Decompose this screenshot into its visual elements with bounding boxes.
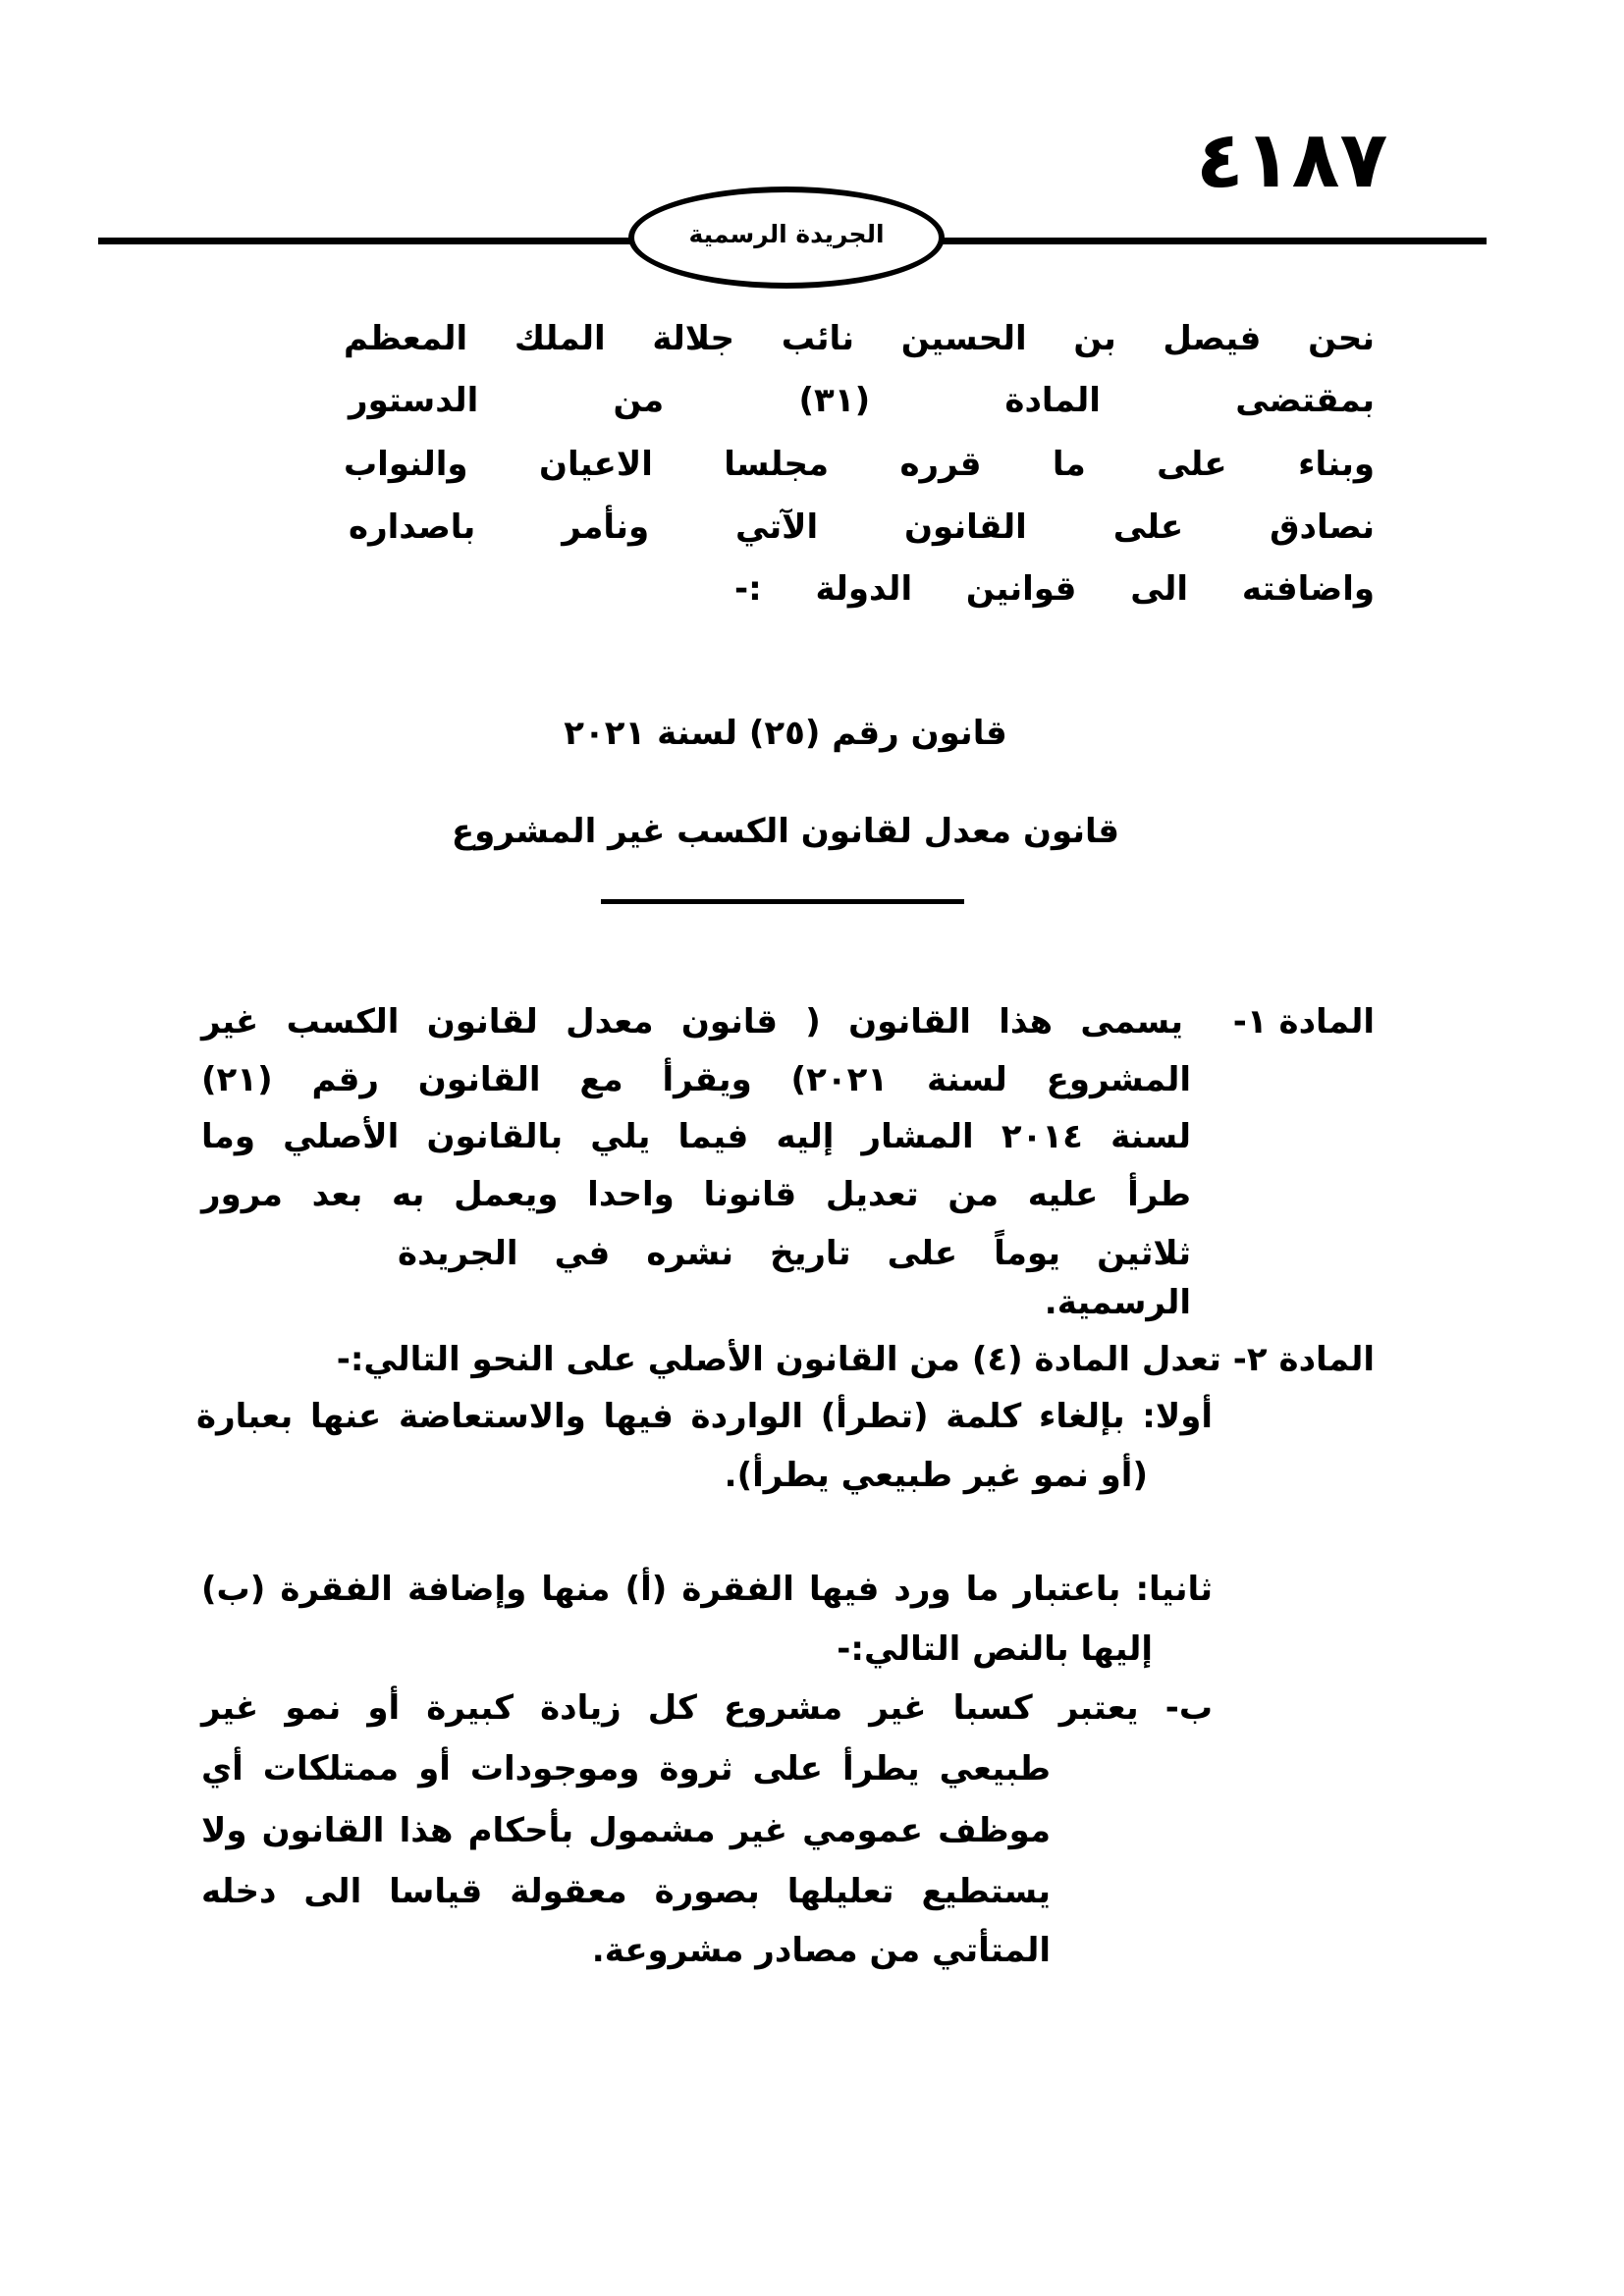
clause-b-line-3: موظف عمومي غير مشمول بأحكام هذا القانون ولا (201, 1811, 1051, 1850)
preamble-line-2: بمقتضى المادة (٣١) من الدستور (349, 381, 1376, 420)
article-2-first-line-1: أولا: بإلغاء كلمة (تطرأ) الواردة فيها والاستعاضة عنها بعبارة (196, 1397, 1213, 1436)
article-2-second-line-2: إليها بالنص التالي:- (837, 1629, 1153, 1669)
article-2-first-line-2: (أو نمو غير طبيعي يطرأ). (724, 1456, 1148, 1495)
header-rule-left (98, 238, 636, 244)
article-2-second-line-1: ثانيا: باعتبار ما ورد فيها الفقرة (أ) منها وإضافة الفقرة (ب) (201, 1570, 1213, 1609)
article-1-label: المادة ١- (1232, 1002, 1375, 1041)
article-2-heading: المادة ٢- تعدل المادة (٤) من القانون الأصلي على النحو التالي:- (336, 1340, 1375, 1379)
page-number: ٤١٨٧ (1196, 114, 1388, 205)
clause-b-line-5: المتأتي من مصادر مشروعة. (591, 1931, 1051, 1970)
preamble-line-3: وبناء على ما قرره مجلسا الاعيان والنواب (344, 445, 1375, 484)
article-1-line-5: ثلاثين يوماً على تاريخ نشره في الجريدة الرسمية. (398, 1234, 1191, 1322)
law-number-title: قانون رقم (٢٥) لسنة ٢٠٢١ (564, 714, 1007, 753)
article-1-line-3: لسنة ٢٠١٤ المشار إليه فيما يلي بالقانون الأصلي وما (201, 1117, 1191, 1156)
preamble-line-1: نحن فيصل بن الحسين نائب جلالة الملك المعظم (344, 319, 1375, 358)
article-1-line-4: طرأ عليه من تعديل قانونا واحدا ويعمل به بعد مرور (201, 1175, 1191, 1214)
law-name-title: قانون معدل لقانون الكسب غير المشروع (451, 812, 1120, 851)
clause-b-line-1: ب- يعتبر كسبا غير مشروع كل زيادة كبيرة أو نمو غير (201, 1688, 1213, 1728)
clause-b-line-2: طبيعي يطرأ على ثروة وموجودات أو ممتلكات أي (201, 1749, 1051, 1789)
gazette-header-oval (628, 187, 945, 289)
article-1-line-1: يسمى هذا القانون ( قانون معدل لقانون الكسب غير (201, 1002, 1183, 1041)
header-rule-right (937, 238, 1487, 244)
gazette-label: الجريدة الرسمية (688, 219, 885, 248)
title-underline (601, 899, 964, 904)
preamble-line-5: واضافته الى قوانين الدولة :- (734, 569, 1375, 609)
clause-b-line-4: يستطيع تعليلها بصورة معقولة قياسا الى دخله (201, 1872, 1051, 1911)
article-1-line-2: المشروع لسنة ٢٠٢١) ويقرأ مع القانون رقم (٢١) (201, 1060, 1191, 1099)
preamble-line-4: نصادق على القانون الآتي ونأمر باصداره (349, 507, 1375, 547)
